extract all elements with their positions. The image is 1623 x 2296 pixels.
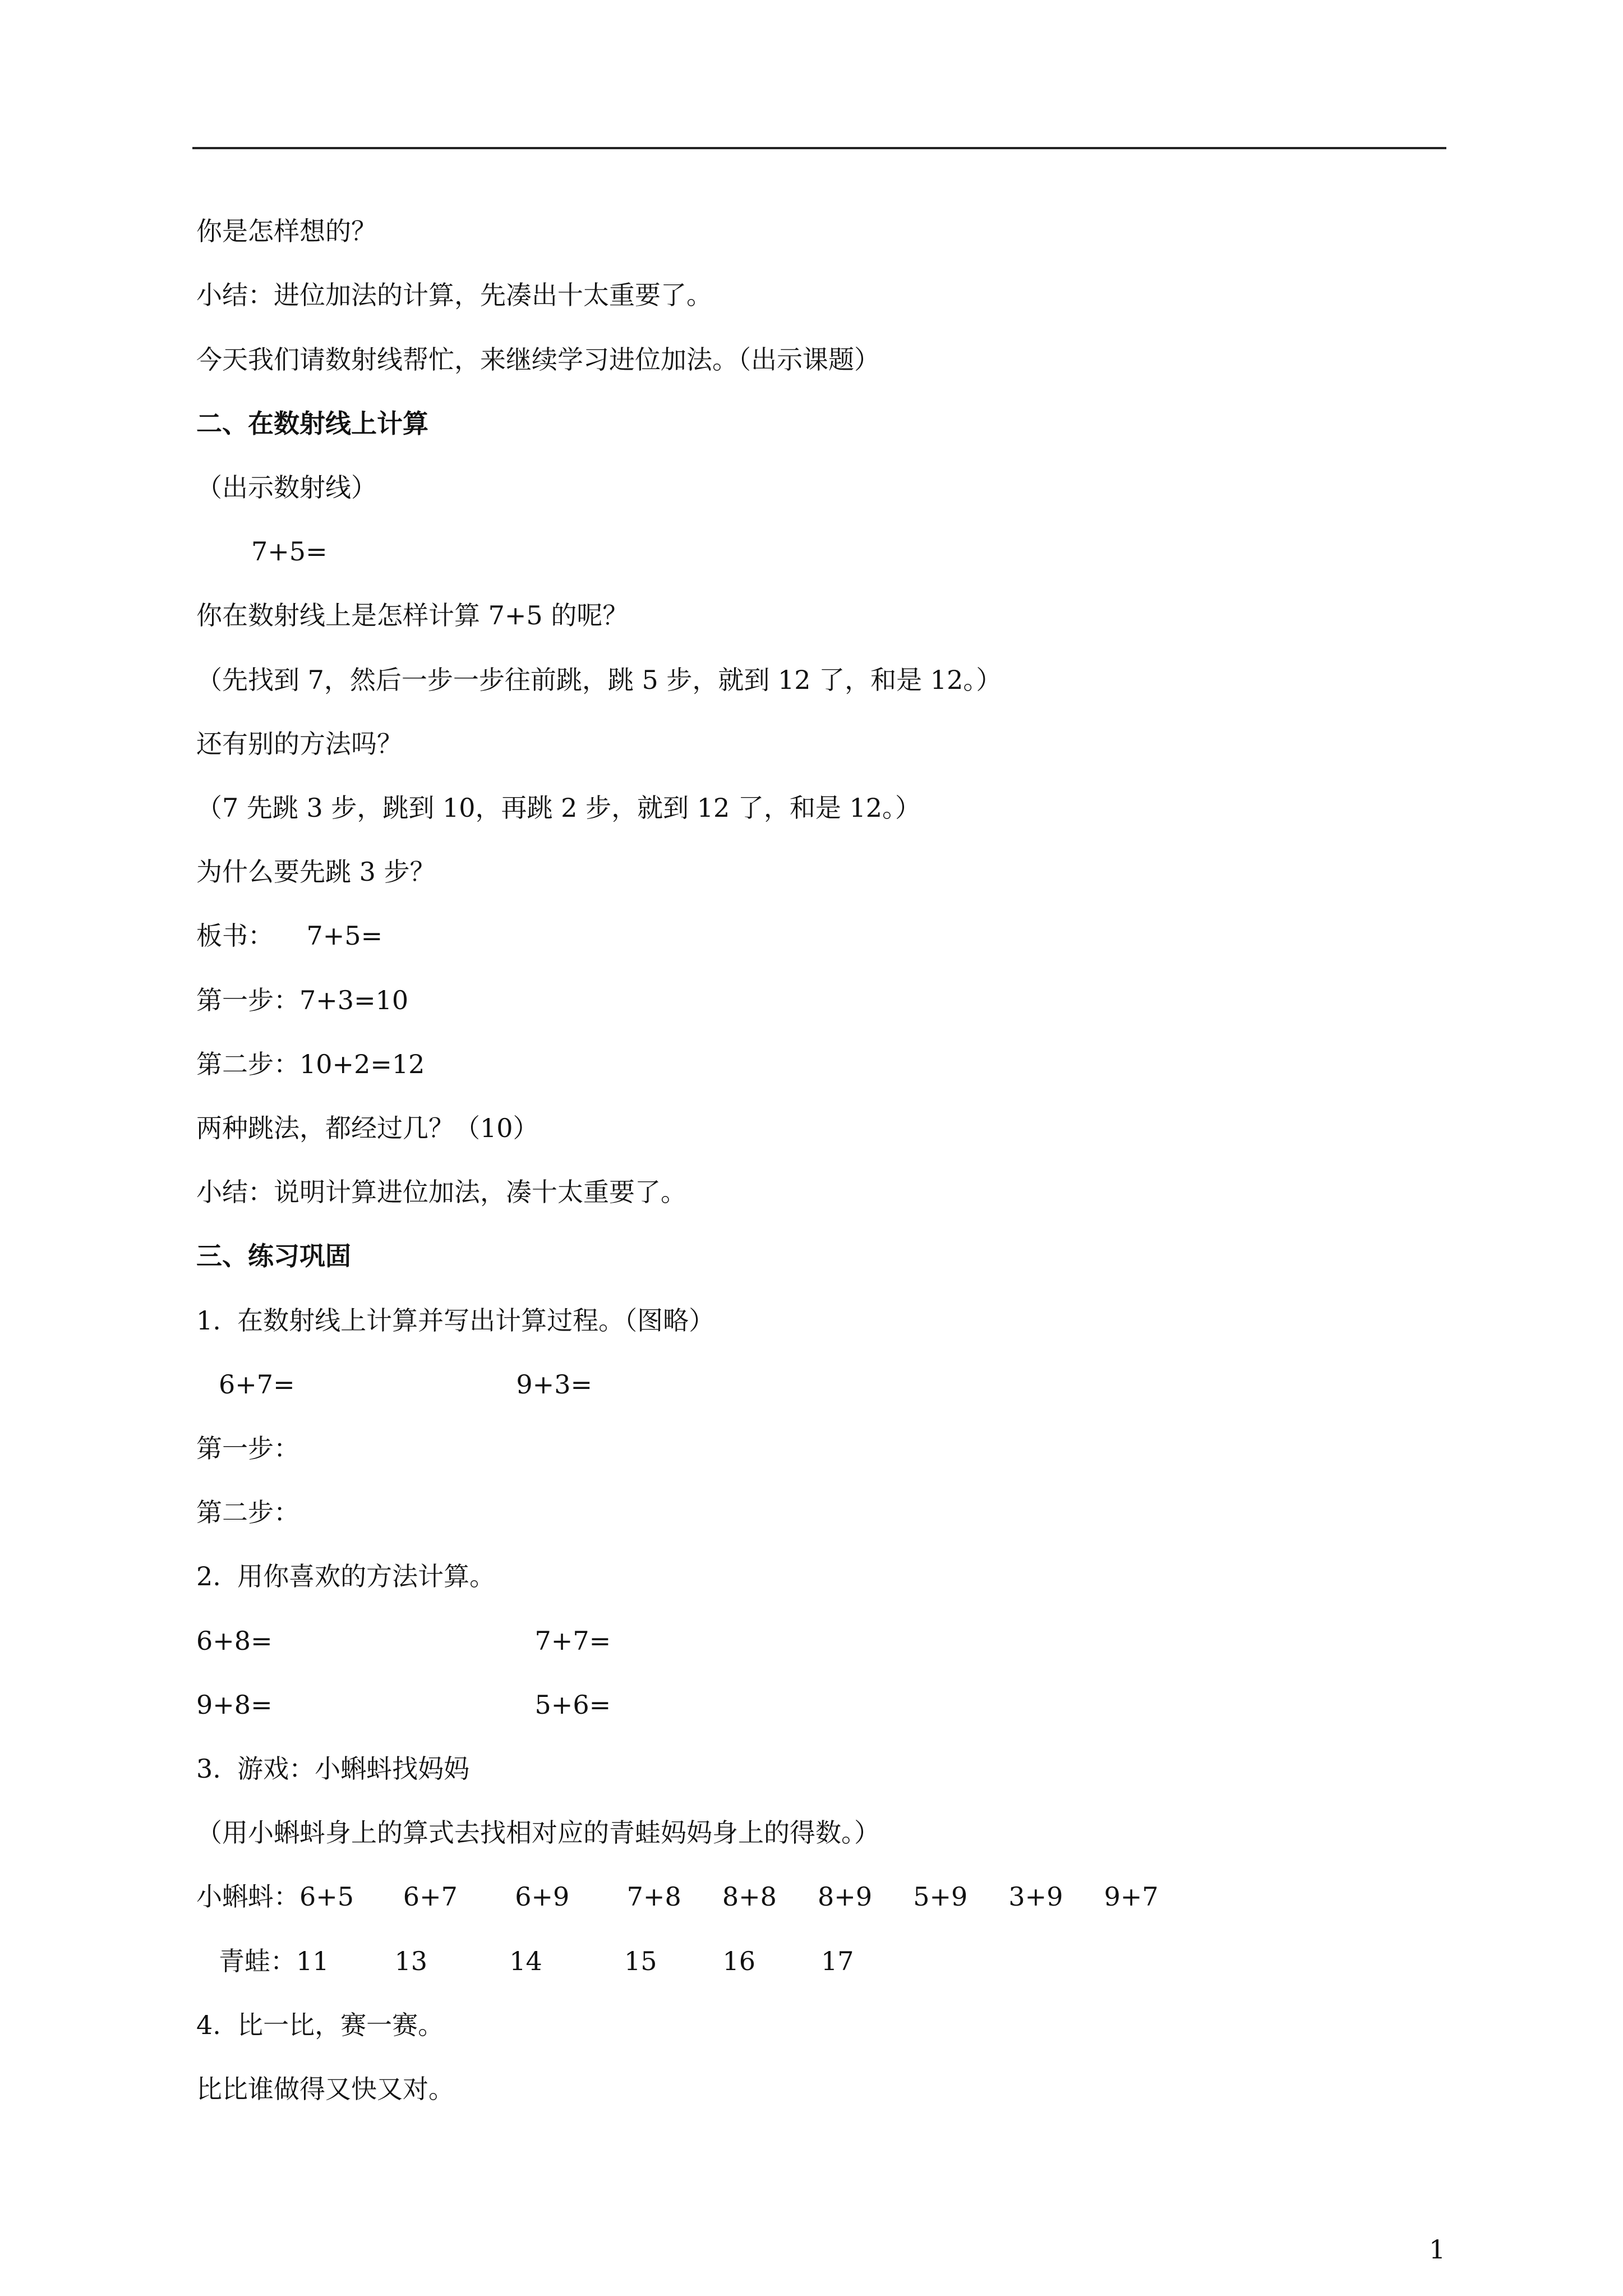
text-line: 4. 比一比，赛一赛。	[196, 2010, 444, 2040]
text-line: 为什么要先跳 3 步？	[196, 857, 436, 887]
text-line: 你在数射线上是怎样计算 7+5 的呢？	[196, 600, 629, 631]
header-rule	[192, 147, 1446, 149]
equation-line: 6+8= 7+7=	[196, 1626, 611, 1656]
text-line: 板书： 7+5=	[196, 921, 383, 951]
page-number: 1	[1429, 2234, 1446, 2265]
text-line: 小蝌蚪：6+5 6+7 6+9 7+8 8+8 8+9 5+9 3+9 9+7	[196, 1881, 1159, 1912]
text-line: （7 先跳 3 步，跳到 10，再跳 2 步，就到 12 了，和是 12。）	[196, 793, 921, 823]
equation-line: 9+8= 5+6=	[196, 1690, 611, 1720]
text-line: 3. 游戏：小蝌蚪找妈妈	[196, 1754, 470, 1784]
equation-line: 7+5=	[251, 536, 328, 567]
text-line: 你是怎样想的？	[196, 216, 377, 246]
text-line: 还有别的方法吗？	[196, 729, 403, 759]
text-line: 第二步：10+2=12	[196, 1049, 425, 1079]
section-heading: 二、在数射线上计算	[196, 408, 428, 439]
text-line: （先找到 7，然后一步一步往前跳，跳 5 步，就到 12 了，和是 12。）	[196, 665, 1002, 695]
text-line: 2. 用你喜欢的方法计算。	[196, 1561, 496, 1591]
text-line: 青蛙：11 13 14 15 16 17	[219, 1946, 854, 1976]
text-line: 第二步：	[196, 1497, 299, 1527]
text-line: 今天我们请数射线帮忙，来继续学习进位加法。（出示课题）	[196, 344, 880, 375]
text-line: 小结：进位加法的计算，先凑出十太重要了。	[196, 280, 712, 310]
section-heading: 三、练习巩固	[196, 1241, 351, 1271]
text-line: （用小蝌蚪身上的算式去找相对应的青蛙妈妈身上的得数。）	[196, 1818, 880, 1848]
text-line: 小结：说明计算进位加法，凑十太重要了。	[196, 1177, 686, 1207]
text-line: 两种跳法，都经过几？（10）	[196, 1113, 539, 1143]
text-line: 比比谁做得又快又对。	[196, 2074, 454, 2104]
text-line: 1. 在数射线上计算并写出计算过程。（图略）	[196, 1305, 715, 1336]
equation-line: 6+7= 9+3=	[219, 1369, 593, 1400]
text-line: 第一步：	[196, 1433, 299, 1464]
text-line: 第一步：7+3=10	[196, 985, 409, 1015]
text-line: （出示数射线）	[196, 472, 377, 503]
